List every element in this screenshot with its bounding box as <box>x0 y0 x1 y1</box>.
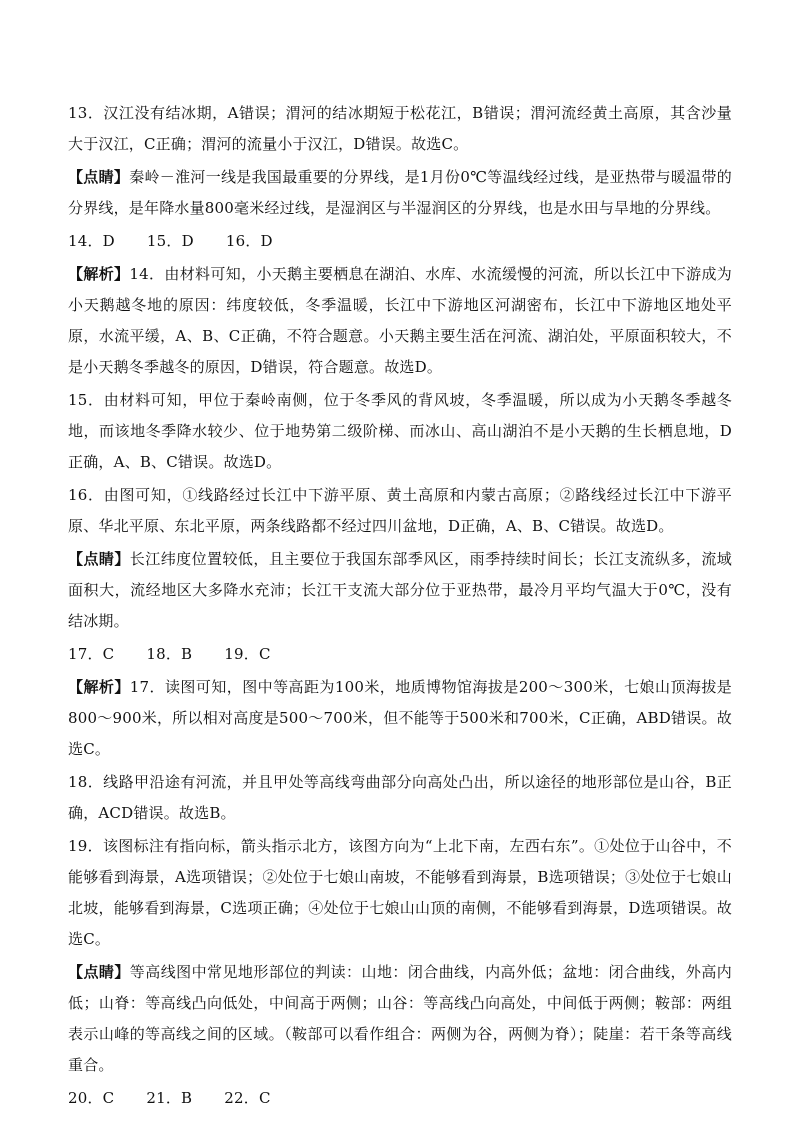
paragraph-18: 18．线路甲沿途有河流，并且甲处等高线弯曲部分向高处凸出，所以途径的地形部位是山谷，B正确，ACD错误。故选B。 <box>68 773 732 822</box>
tip-text: 长江纬度位置较低，且主要位于我国东部季风区，雨季持续时间长；长江支流纵多，流域面积大，流经地区大多降水充沛；长江干支流大部分位于亚热带，最冷月平均气温大于0℃，没有结冰期。 <box>68 550 732 630</box>
answer-line <box>68 639 732 670</box>
answer-18: 18．B <box>146 645 193 663</box>
analysis-paragraph <box>68 259 732 383</box>
paragraph-19: 19．该图标注有指向标，箭头指示北方，该图方向为“上北下南，左西右东”。①处位于山谷中，不能够看到海景，A选项错误；②处位于七娘山南坡，不能够看到海景，B选项错误；③处位于七娘山北坡，能够看到海景，C选项正确；④处位于七娘山山顶的南侧，不能够看到海景，D选项错误。故选C。 <box>68 837 732 948</box>
tip-paragraph <box>68 162 732 224</box>
answer-15: 15．D <box>146 232 194 250</box>
answer-20: 20．C <box>68 1089 115 1107</box>
analysis-text: 14．由材料可知，小天鹅主要栖息在湖泊、水库、水流缓慢的河流，所以长江中下游成为小天鹅越冬地的原因：纬度较低，冬季温暖，长江中下游地区河湖密布，长江中下游地区地处平原，水流平缓，A、B、C正确，不符合题意。小天鹅主要生活在河流、湖泊处，平原面积较大，不是小天鹅冬季越冬的原因，D错误，符合题意。故选D。 <box>68 265 732 376</box>
tip-tag: 【点睛】 <box>68 168 130 186</box>
answer-14: 14．D <box>68 232 115 250</box>
paragraph-15: 15．由材料可知，甲位于秦岭南侧，位于冬季风的背风坡，冬季温暖，所以成为小天鹅冬季越冬地，而该地冬季降水较少、位于地势第二级阶梯、而冰山、高山湖泊不是小天鹅的生长栖息地，D正确，A、B、C错误。故选D。 <box>68 391 732 471</box>
analysis-tag: 【解析】 <box>68 678 130 696</box>
answer-content <box>68 98 732 1116</box>
analysis-paragraph <box>68 672 732 765</box>
tip-tag: 【点睛】 <box>68 963 130 981</box>
answer-16: 16．D <box>225 232 273 250</box>
tip-text: 等高线图中常见地形部位的判读：山地：闭合曲线，内高外低；盆地：闭合曲线，外高内低；山脊：等高线凸向低处，中间高于两侧；山谷：等高线凸向高处，中间低于两侧；鞍部：两组表示山峰的等高线之间的区域。（鞍部可以看作组合：两侧为谷，两侧为脊）；陡崖：若干条等高线重合。 <box>68 963 732 1074</box>
tip-paragraph <box>68 544 732 637</box>
answer-17: 17．C <box>68 645 115 663</box>
tip-tag: 【点睛】 <box>68 550 130 568</box>
answer-line <box>68 226 732 257</box>
paragraph-13: 13．汉江没有结冰期，A错误；渭河的结冰期短于松花江，B错误；渭河流经黄土高原，其含沙量大于汉江，C正确；渭河的流量小于汉江，D错误。故选C。 <box>68 104 732 153</box>
analysis-text: 17．读图可知，图中等高距为100米，地质博物馆海拔是200～300米，七娘山顶海拔是800～900米，所以相对高度是500～700米，但不能等于500米和700米，C正确，ABD错误。故选C。 <box>68 678 732 758</box>
answer-line <box>68 1083 732 1114</box>
answer-21: 21．B <box>146 1089 193 1107</box>
answer-22: 22．C <box>224 1089 271 1107</box>
analysis-tag: 【解析】 <box>68 265 130 283</box>
answer-19: 19．C <box>224 645 271 663</box>
tip-text: 秦岭－淮河一线是我国最重要的分界线，是1月份0℃等温线经过线，是亚热带与暖温带的分界线，是年降水量800毫米经过线，是湿润区与半湿润区的分界线，也是水田与旱地的分界线。 <box>68 168 732 217</box>
tip-paragraph <box>68 957 732 1081</box>
paragraph-16: 16．由图可知，①线路经过长江中下游平原、黄土高原和内蒙古高原；②路线经过长江中下游平原、华北平原、东北平原，两条线路都不经过四川盆地，D正确，A、B、C错误。故选D。 <box>68 486 732 535</box>
